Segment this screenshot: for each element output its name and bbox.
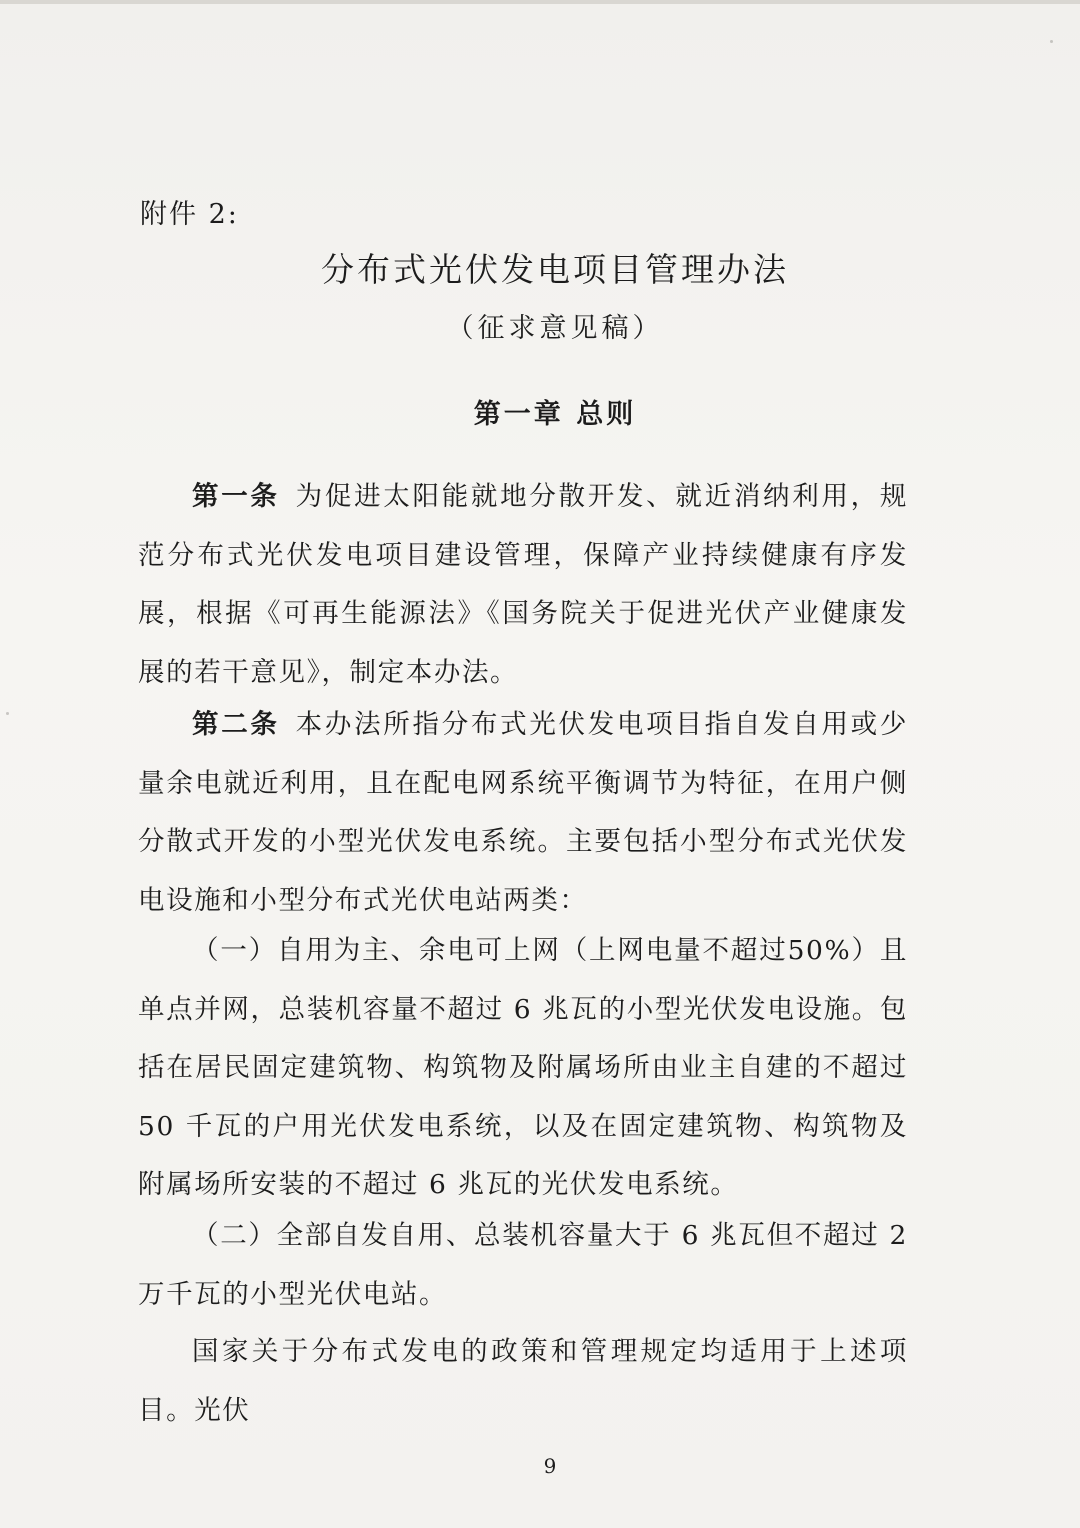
document-title: 分布式光伏发电项目管理办法 bbox=[321, 250, 789, 289]
chapter-heading: 第一章 总则 bbox=[473, 399, 637, 430]
article-1-paragraph bbox=[138, 468, 908, 702]
article-1-label: 第一条 bbox=[192, 481, 280, 512]
page-number: 9 bbox=[543, 1454, 557, 1478]
article-2-label: 第二条 bbox=[192, 709, 280, 740]
policy-text: 国家关于分布式发电的政策和管理规定均适用于上述项目。光伏 bbox=[138, 1336, 908, 1426]
item-2-paragraph bbox=[138, 1207, 908, 1324]
page-top-edge bbox=[0, 0, 1080, 4]
item-1-paragraph bbox=[138, 922, 908, 1215]
item-2-text: （二）全部自发自用、总装机容量大于 6 兆瓦但不超过 2 万千瓦的小型光伏电站。 bbox=[138, 1220, 908, 1310]
article-2-paragraph bbox=[138, 696, 908, 930]
policy-paragraph bbox=[138, 1323, 908, 1440]
item-1-text: （一）自用为主、余电可上网（上网电量不超过50%）且单点并网，总装机容量不超过 6 兆瓦的小型光伏发电设施。包括在居民固定建筑物、构筑物及附属场所由业主自建的不超过 50 千瓦的户用光伏发电系统，以及在固定建筑物、构筑物及附属场所安装的不超过 6 兆瓦的光伏发电系统。 bbox=[138, 935, 908, 1200]
scan-speck bbox=[1050, 40, 1053, 43]
attachment-label: 附件 2: bbox=[140, 199, 239, 230]
article-2-text: 本办法所指分布式光伏发电项目指自发自用或少量余电就近利用，且在配电网系统平衡调节为特征，在用户侧分散式开发的小型光伏发电系统。主要包括小型分布式光伏发电设施和小型分布式光伏电站两类： bbox=[138, 709, 908, 916]
article-1-text: 为促进太阳能就地分散开发、就近消纳利用，规范分布式光伏发电项目建设管理，保障产业持续健康有序发展，根据《可再生能源法》《国务院关于促进光伏产业健康发展的若干意见》，制定本办法。 bbox=[138, 481, 908, 688]
scan-speck bbox=[6, 712, 9, 715]
document-subtitle: （征求意见稿） bbox=[446, 313, 664, 344]
